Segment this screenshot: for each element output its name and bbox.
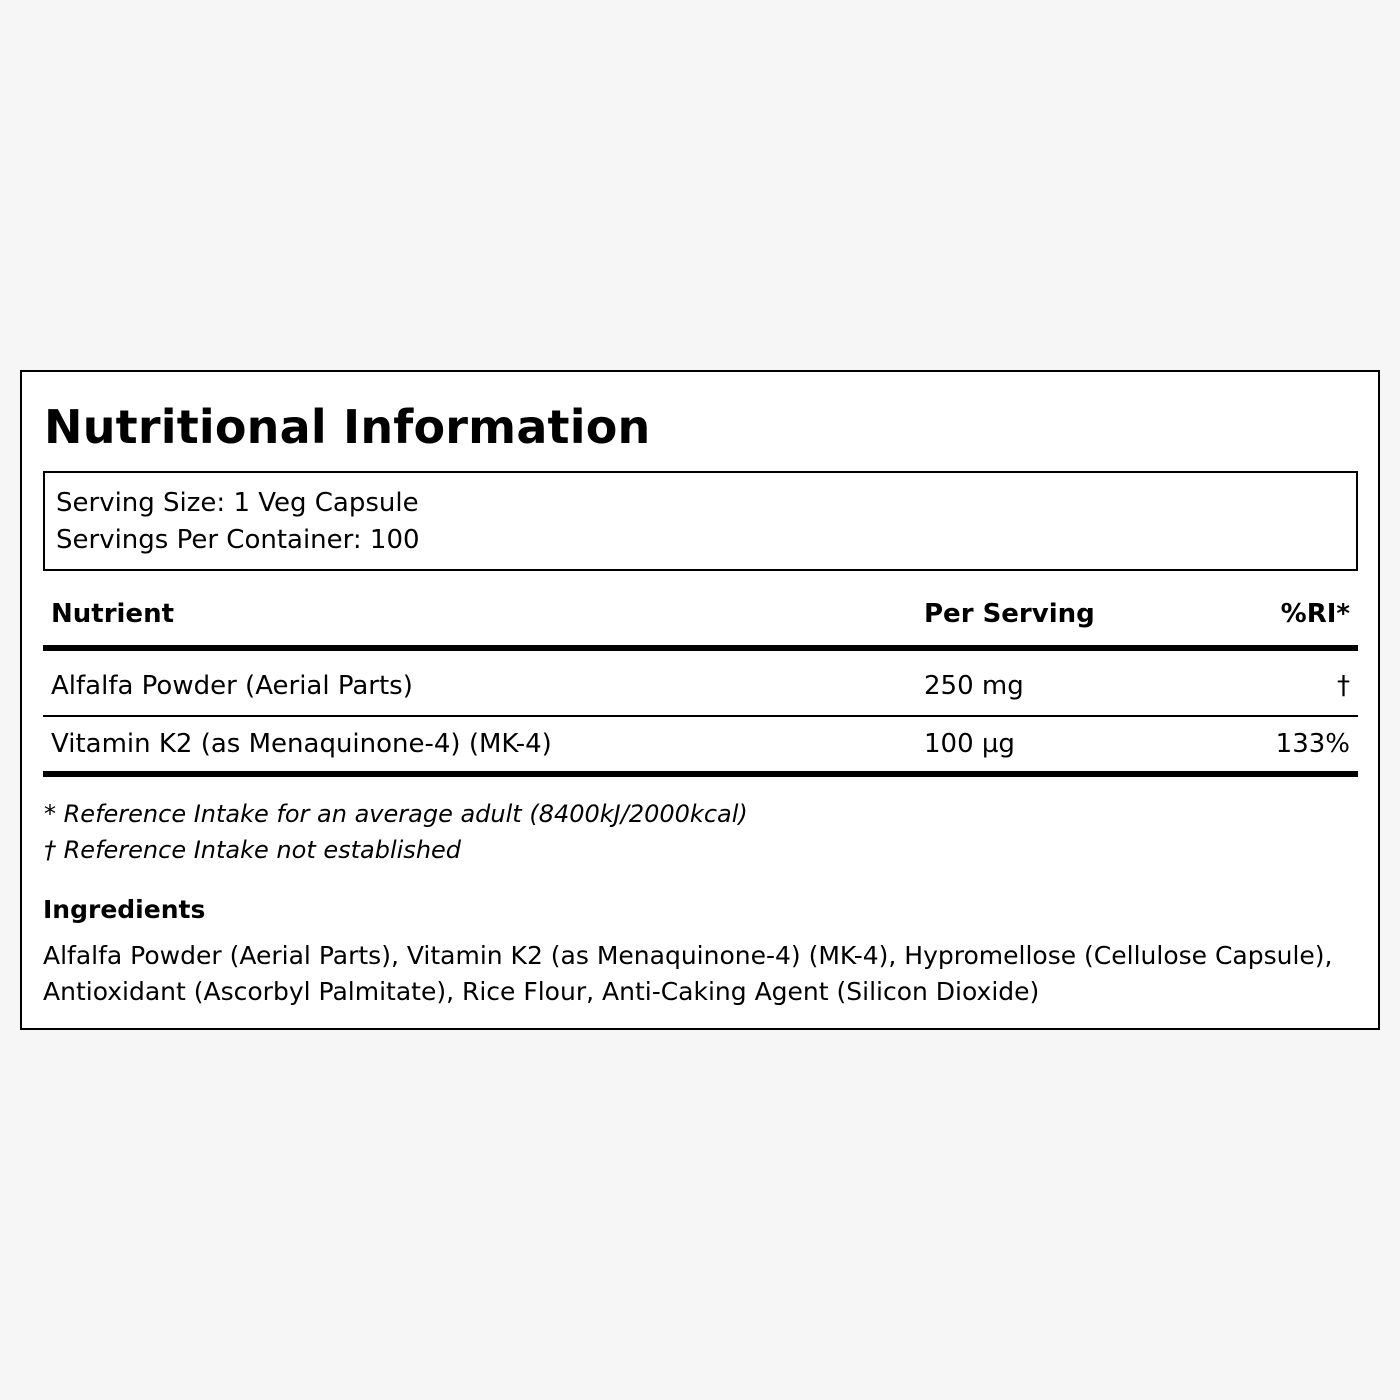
table-bottom-divider [43,771,1358,777]
footnotes [44,796,748,868]
row-per-serving: 250 mg [924,671,1024,701]
nutrient-table [43,593,1358,777]
ingredients-list: Alfalfa Powder (Aerial Parts), Vitamin K2 (as Menaquinone-4) (MK-4), Hypromellose (Cellulose Capsule), Antioxidant (Ascorbyl Palmitate), Rice Flour, Anti-Caking Agent (Silicon Dioxide) [43,941,1333,1006]
row-nutrient: Alfalfa Powder (Aerial Parts) [51,671,413,701]
serving-size: Serving Size: 1 Veg Capsule [56,488,419,518]
table-row [43,651,1358,715]
row-ri: † [1337,671,1350,701]
header-per-serving: Per Serving [924,599,1095,629]
label-title: Nutritional Information [44,400,651,454]
serving-info-box [43,471,1358,571]
footnote-reference-intake: * Reference Intake for an average adult (8400kJ/2000kcal) [44,800,748,828]
header-ri: %RI* [1280,599,1350,629]
ingredients-heading: Ingredients [43,895,206,924]
table-header-row [43,593,1358,645]
servings-per-container: Servings Per Container: 100 [56,525,420,555]
row-nutrient: Vitamin K2 (as Menaquinone-4) (MK-4) [51,729,552,759]
nutrition-label-panel [20,370,1380,1030]
footnote-not-established: † Reference Intake not established [44,836,462,864]
row-ri: 133% [1275,729,1350,759]
header-nutrient: Nutrient [51,599,175,629]
row-per-serving: 100 µg [924,729,1015,759]
table-row [43,717,1358,771]
